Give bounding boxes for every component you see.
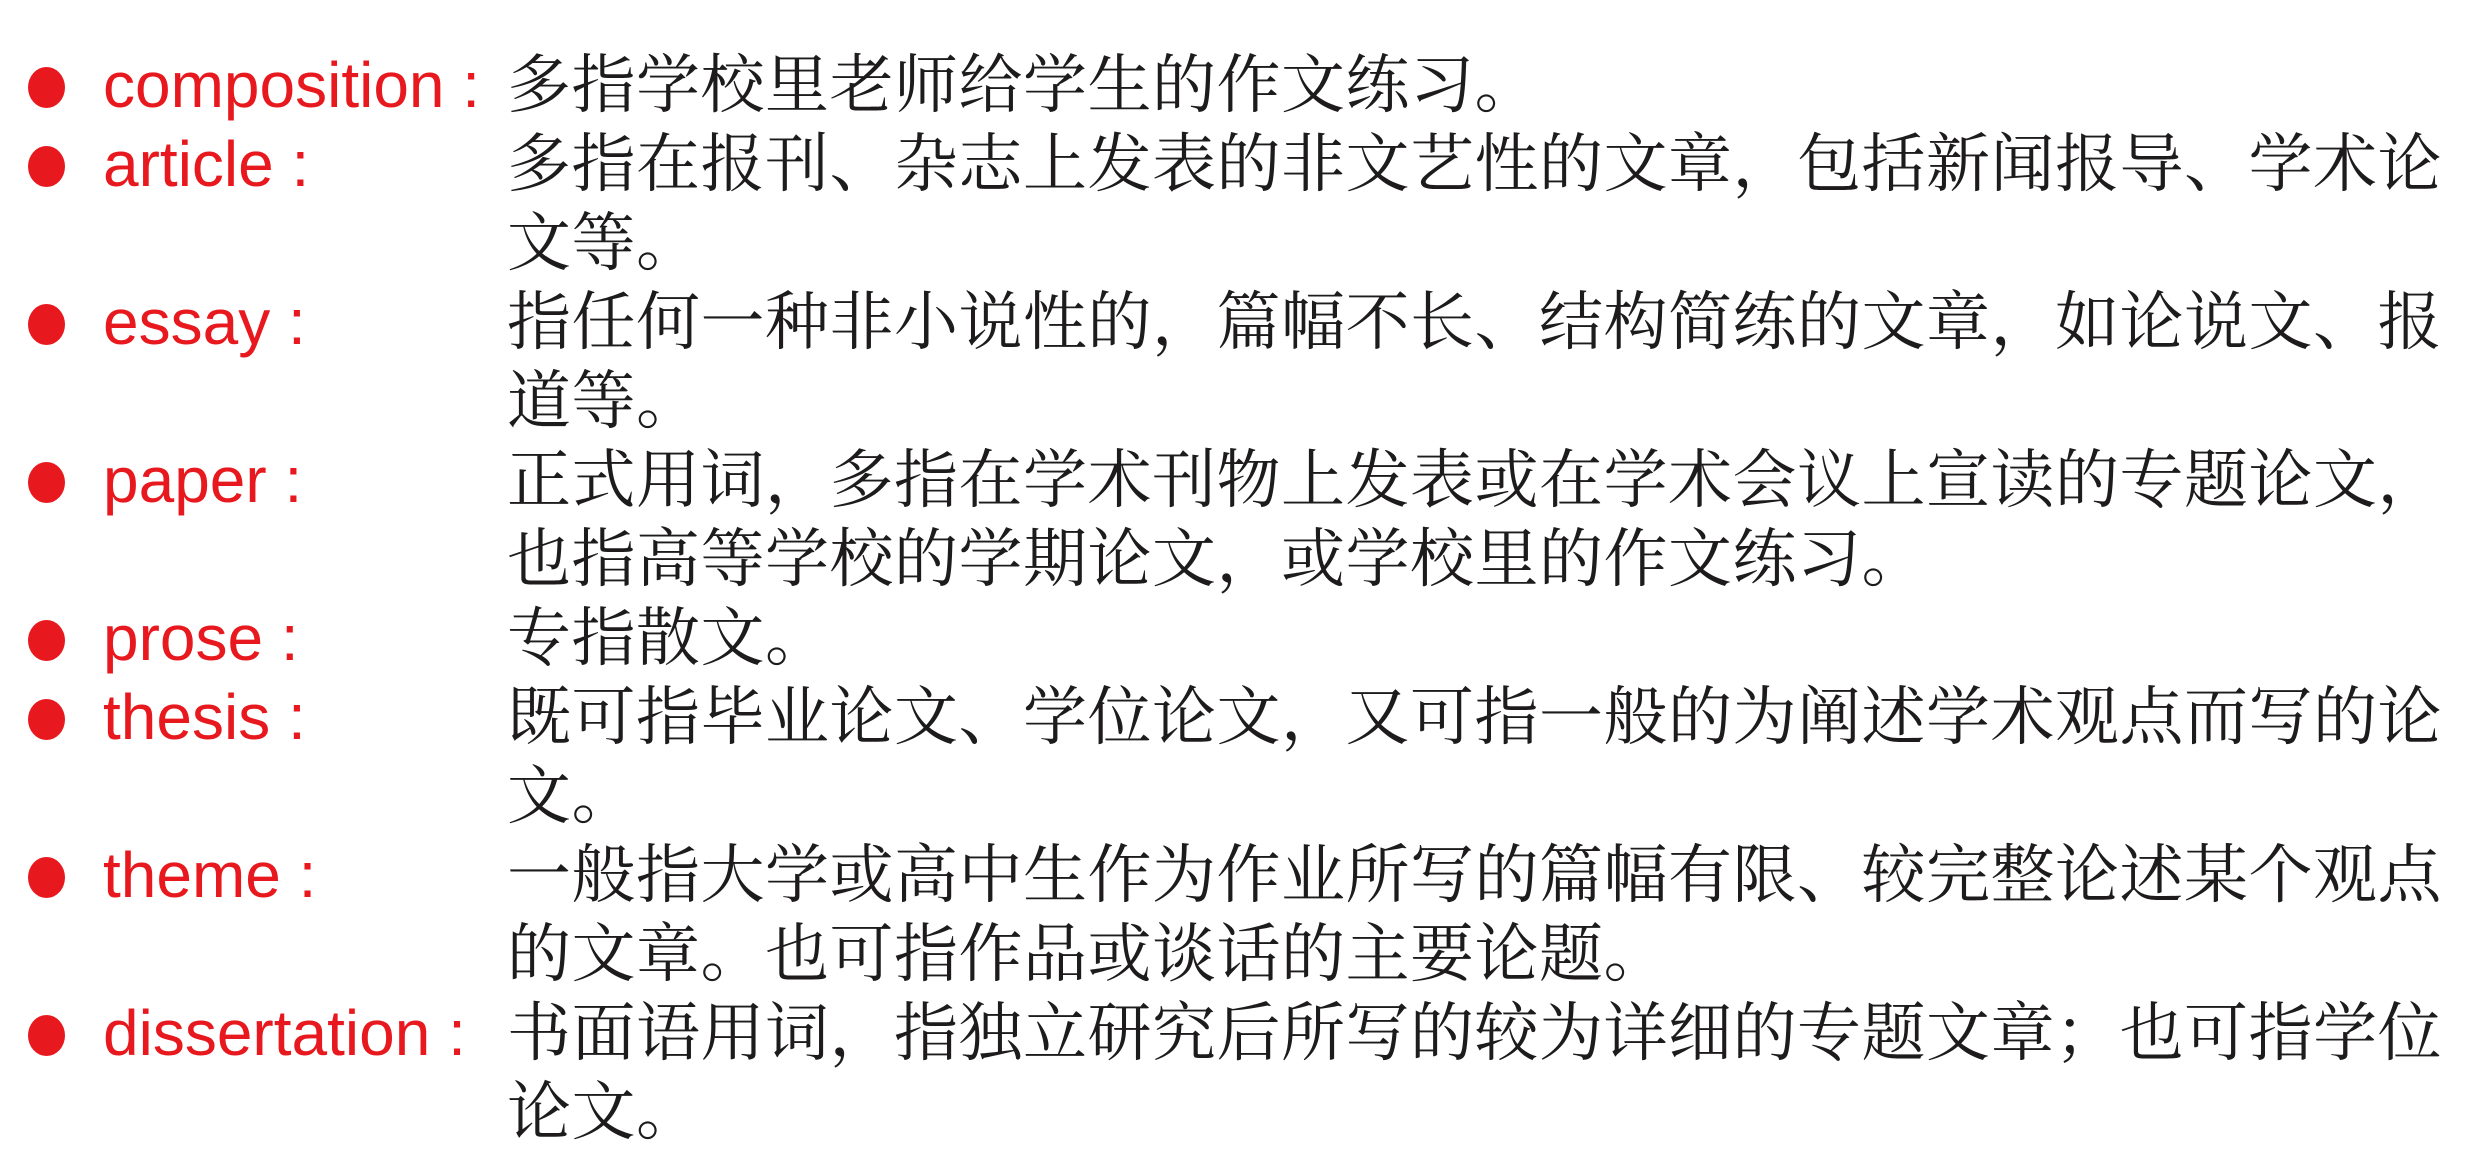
- term-label: prose :: [103, 602, 299, 674]
- term-label: paper :: [103, 444, 303, 516]
- term-label: article :: [103, 128, 310, 200]
- definition-entry: [28, 994, 2452, 1152]
- definition-entry: [28, 46, 2452, 125]
- bullet-icon: [28, 146, 65, 187]
- term-label: composition :: [103, 49, 481, 121]
- bullet-icon: [28, 699, 65, 740]
- term-label: dissertation :: [103, 997, 466, 1069]
- definition-text: 正式用词，多指在学术刊物上发表或在学术会议上宣读的专题论文，也指高等学校的学期论文，或学校里的作文练习。: [507, 444, 2442, 595]
- definition-entry: [28, 678, 2452, 836]
- definition-list: [28, 46, 2452, 1152]
- definition-text: 书面语用词，指独立研究后所写的较为详细的专题文章；也可指学位论文。: [507, 997, 2442, 1148]
- definition-text: 多指学校里老师给学生的作文练习。: [507, 49, 1539, 121]
- term-label: theme :: [103, 839, 317, 911]
- definition-entry: [28, 441, 2452, 599]
- bullet-icon: [28, 304, 65, 345]
- bullet-icon: [28, 620, 65, 661]
- definition-text: 指任何一种非小说性的，篇幅不长、结构简练的文章，如论说文、报道等。: [507, 286, 2442, 437]
- term-label: essay :: [103, 286, 306, 358]
- definition-text: 一般指大学或高中生作为作业所写的篇幅有限、较完整论述某个观点的文章。也可指作品或谈话的主要论题。: [507, 839, 2442, 990]
- bullet-icon: [28, 67, 65, 108]
- definition-text: 既可指毕业论文、学位论文，又可指一般的为阐述学术观点而写的论文。: [507, 681, 2442, 832]
- bullet-icon: [28, 462, 65, 503]
- definition-entry: [28, 125, 2452, 283]
- definition-entry: [28, 836, 2452, 994]
- definition-text: 专指散文。: [507, 602, 830, 674]
- definition-entry: [28, 283, 2452, 441]
- definition-text: 多指在报刊、杂志上发表的非文艺性的文章，包括新闻报导、学术论文等。: [507, 128, 2442, 279]
- definition-entry: [28, 599, 2452, 678]
- bullet-icon: [28, 1015, 65, 1056]
- bullet-icon: [28, 857, 65, 898]
- term-label: thesis :: [103, 681, 306, 753]
